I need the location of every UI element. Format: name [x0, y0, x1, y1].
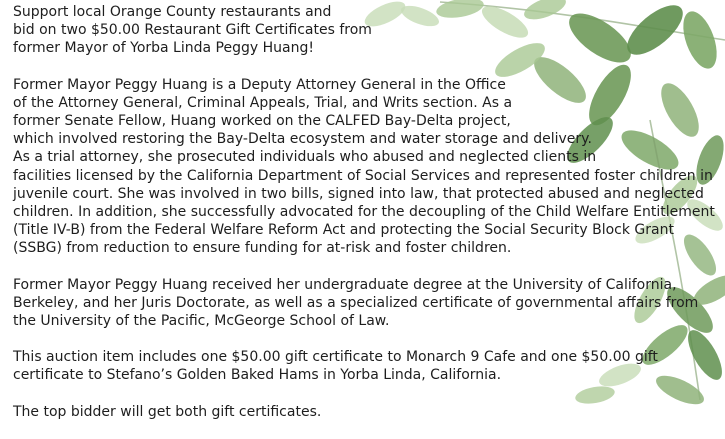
auction-item-line: This auction item includes one $50.00 gift certificate to Monarch 9 Cafe and one $50.00 gift — [13, 349, 658, 366]
auction-item-paragraph — [13, 348, 713, 384]
bio-line: former Senate Fellow, Huang worked on the CALFED Bay-Delta project, — [13, 113, 511, 130]
bio-line: children. In addition, she successfully advocated for the decoupling of the Child Welfare Entitlement — [13, 204, 715, 221]
bio-line: facilities licensed by the California Department of Social Services and represented foster children in — [13, 167, 713, 184]
bio-line: of the Attorney General, Criminal Appeals, Trial, and Writs section. As a — [13, 94, 513, 111]
bio-line: juvenile court. She was involved in two bills, signed into law, that protected abused and neglected — [13, 185, 704, 202]
intro-line: former Mayor of Yorba Linda Peggy Huang! — [13, 40, 314, 57]
education-line: the University of the Pacific, McGeorge School of Law. — [13, 313, 390, 330]
closing-line: The top bidder will get both gift certificates. — [13, 403, 322, 420]
education-line: Berkeley, and her Juris Doctorate, as well as a specialized certificate of governmental affairs from — [13, 294, 699, 311]
bio-line: Former Mayor Peggy Huang is a Deputy Attorney General in the Office — [13, 76, 506, 93]
education-paragraph — [13, 276, 713, 331]
auction-item-line: certificate to Stefano’s Golden Baked Hams in Yorba Linda, California. — [13, 367, 502, 384]
intro-line: Support local Orange County restaurants and — [13, 4, 332, 20]
auction-description — [13, 3, 713, 439]
education-line: Former Mayor Peggy Huang received her undergraduate degree at the University of California, — [13, 276, 677, 293]
bio-paragraph — [13, 76, 713, 258]
bio-line: As a trial attorney, she prosecuted individuals who abused and neglected clients in — [13, 149, 597, 166]
bio-line: (Title IV-B) from the Federal Welfare Reform Act and protecting the Social Security Block Grant — [13, 222, 674, 239]
intro-paragraph — [13, 3, 713, 58]
bio-line: which involved restoring the Bay-Delta ecosystem and water storage and delivery. — [13, 131, 592, 148]
intro-line: bid on two $50.00 Restaurant Gift Certificates from — [13, 22, 372, 39]
bio-line: (SSBG) from reduction to ensure funding for at-risk and foster children. — [13, 240, 512, 257]
closing-paragraph — [13, 403, 713, 421]
